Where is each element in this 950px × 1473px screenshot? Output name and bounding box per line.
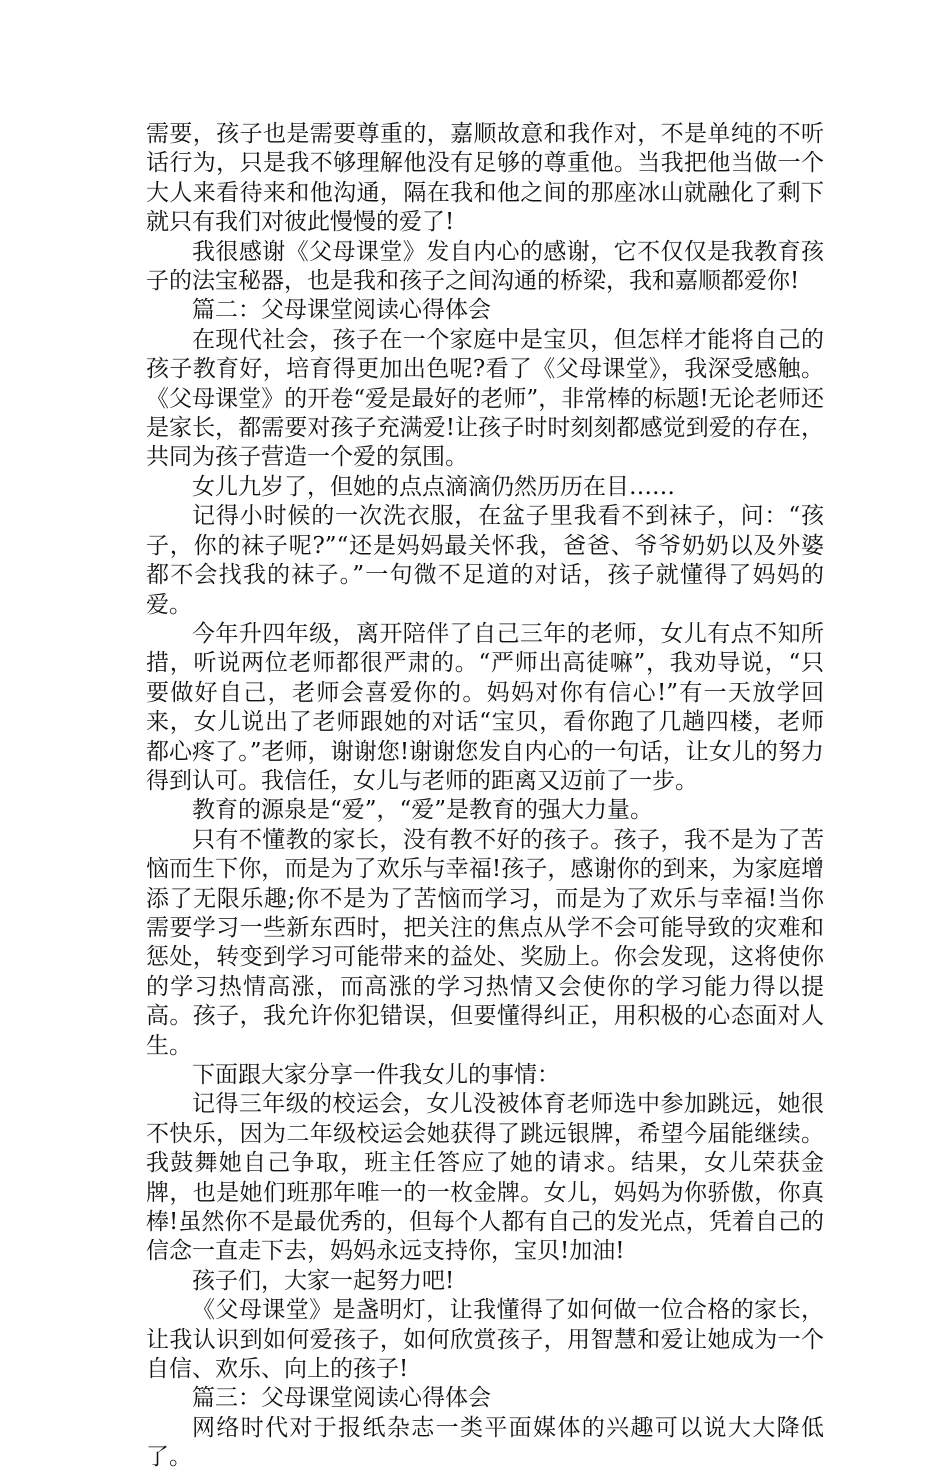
- paragraph-5: 记得小时候的一次洗衣服，在盆子里我看不到袜子，问：“孩子，你的袜子呢?”“还是妈妈最关怀我，爸爸、爷爷奶奶以及外婆都不会找我的袜子。”一句微不足道的对话，孩子就懂得了妈妈的爱。: [146, 503, 824, 618]
- paragraph-4: 女儿九岁了，但她的点点滴滴仍然历历在目……: [192, 473, 675, 500]
- paragraph-9: 下面跟大家分享一件我女儿的事情：: [192, 1062, 560, 1088]
- paragraph-3: 在现代社会，孩子在一个家庭中是宝贝，但怎样才能将自己的孩子教育好，培育得更加出色呢?看了《父母课堂》，我深受感触。《父母课堂》的开卷“爱是最好的老师”，非常棒的标题!无论老师还是家长，都需要对孩子充满爱!让孩子时时刻刻都感觉到爱的存在，共同为孩子营造一个爱的氛围。: [146, 326, 824, 471]
- paragraph-7: 教育的源泉是“爱”，“爱”是教育的强大力量。: [192, 797, 654, 824]
- paragraph-1: 需要，孩子也是需要尊重的，嘉顺故意和我作对，不是单纯的不听话行为，只是我不够理解他没有足够的尊重他。当我把他当做一个大人来看待来和他沟通，隔在我和他之间的那座冰山就融化了剩下就只有我们对彼此慢慢的爱了!: [146, 121, 824, 236]
- paragraph-13: 网络时代对于报纸杂志一类平面媒体的兴趣可以说大大降低了。: [146, 1414, 824, 1471]
- paragraph-11: 孩子们，大家一起努力吧!: [192, 1267, 455, 1294]
- section-heading-3: 篇三：父母课堂阅读心得体会: [192, 1385, 491, 1412]
- paragraph-8: 只有不懂教的家长，没有教不好的孩子。孩子，我不是为了苦恼而生下你，而是为了欢乐与幸福!孩子，感谢你的到来，为家庭增添了无限乐趣;你不是为了苦恼而学习，而是为了欢乐与幸福!当你需要学习一些新东西时，把关注的焦点从学不会可能导致的灾难和惩处，转变到学习可能带来的益处、奖励上。你会发现，这将使你的学习热情高涨，而高涨的学习热情又会使你的学习能力得以提高。孩子，我允许你犯错误，但要懂得纠正，用积极的心态面对人生。: [146, 826, 824, 1059]
- paragraph-2: 我很感谢《父母课堂》发自内心的感谢，它不仅仅是我教育孩子的法宝秘器，也是我和孩子之间沟通的桥梁，我和嘉顺都爱你!: [146, 238, 824, 295]
- document-page: [146, 120, 824, 1473]
- paragraph-10: 记得三年级的校运会，女儿没被体育老师选中参加跳远，她很不快乐，因为二年级校运会她获得了跳远银牌，希望今届能继续。我鼓舞她自己争取，班主任答应了她的请求。结果，女儿荣获金牌，也是她们班那年唯一的一枚金牌。女儿，妈妈为你骄傲，你真棒!虽然你不是最优秀的，但每个人都有自己的发光点，凭着自己的信念一直走下去，妈妈永远支持你，宝贝!加油!: [146, 1091, 824, 1265]
- section-heading-2: 篇二：父母课堂阅读心得体会: [192, 297, 491, 324]
- paragraph-6: 今年升四年级，离开陪伴了自己三年的老师，女儿有点不知所措，听说两位老师都很严肃的。“严师出高徒嘛”，我劝导说，“只要做好自己，老师会喜爱你的。妈妈对你有信心!”有一天放学回来，女儿说出了老师跟她的对话“宝贝，看你跑了几趟四楼，老师都心疼了。”老师，谢谢您!谢谢您发自内心的一句话，让女儿的努力得到认可。我信任，女儿与老师的距离又迈前了一步。: [146, 620, 824, 794]
- paragraph-12: 《父母课堂》是盏明灯，让我懂得了如何做一位合格的家长，让我认识到如何爱孩子，如何欣赏孩子，用智慧和爱让她成为一个自信、欢乐、向上的孩子!: [146, 1297, 824, 1383]
